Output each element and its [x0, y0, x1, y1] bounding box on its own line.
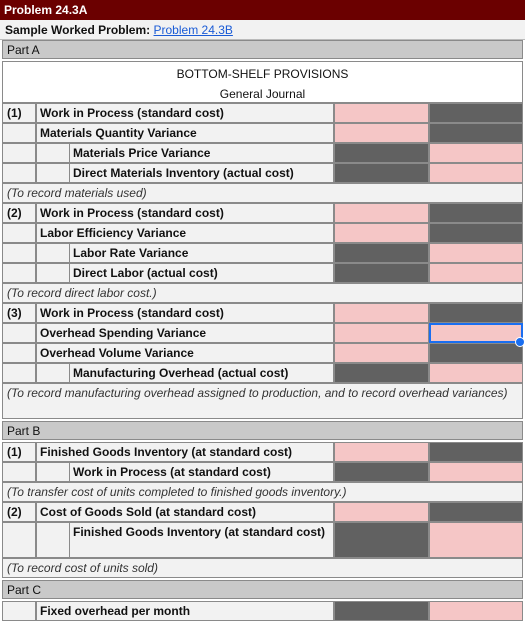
account-cell: [36, 123, 334, 143]
sample-problem-label: Sample Worked Problem:: [5, 23, 151, 37]
credit-cell-locked: [429, 223, 523, 243]
entry-number-blank: [2, 123, 36, 143]
account-name: Cost of Goods Sold (at standard cost): [40, 505, 257, 519]
fixed-overhead-label: Fixed overhead per month: [40, 604, 191, 618]
account-name: Overhead Spending Variance: [40, 326, 207, 340]
entry-number-blank: [2, 462, 36, 482]
account-name: Work in Process (standard cost): [40, 306, 224, 320]
account-name: Work in Process (standard cost): [40, 106, 224, 120]
account-cell: [36, 103, 334, 123]
debit-cell-locked: [334, 243, 429, 263]
entry-number: (3): [2, 303, 36, 323]
account-cell: [36, 442, 334, 462]
journal-row: [2, 462, 523, 482]
entry-number-blank: [2, 363, 36, 383]
account-name: Direct Materials Inventory (actual cost): [69, 164, 333, 182]
debit-cell-locked: [334, 143, 429, 163]
debit-cell-locked: [334, 462, 429, 482]
entry-number-blank: [2, 163, 36, 183]
sample-problem-line: [0, 20, 525, 40]
journal-row: [2, 303, 523, 323]
credit-input[interactable]: [429, 263, 523, 283]
journal-row: [2, 163, 523, 183]
journal-row: [2, 243, 523, 263]
credit-cell-locked: [429, 103, 523, 123]
journal-row: [2, 103, 523, 123]
problem-title: Problem 24.3A: [0, 0, 525, 20]
selection-fill-handle[interactable]: [515, 337, 525, 347]
account-name: Labor Rate Variance: [69, 244, 333, 262]
account-cell: [36, 323, 334, 343]
debit-cell-locked: [334, 522, 429, 558]
entry-number-blank: [2, 263, 36, 283]
section-part-a: Part A: [2, 40, 523, 59]
entry-note: (To record direct labor cost.): [2, 283, 523, 303]
journal-row: [2, 263, 523, 283]
entry-number: (1): [2, 442, 36, 462]
credit-input[interactable]: [429, 143, 523, 163]
debit-input[interactable]: [334, 502, 429, 522]
credit-cell-locked: [429, 203, 523, 223]
account-name: Work in Process (standard cost): [40, 206, 224, 220]
credit-cell-locked: [429, 303, 523, 323]
account-cell: [36, 363, 334, 383]
debit-cell-locked: [334, 263, 429, 283]
fixed-overhead-input[interactable]: [429, 601, 523, 621]
credit-input[interactable]: [429, 243, 523, 263]
section-part-c: Part C: [2, 580, 523, 599]
account-name: Direct Labor (actual cost): [69, 264, 333, 282]
account-name: Finished Goods Inventory (at standard cost): [40, 445, 293, 459]
entry-note: (To record manufacturing overhead assigned to production, and to record overhead variances): [2, 383, 523, 419]
credit-input[interactable]: [429, 522, 523, 558]
account-cell: [36, 462, 334, 482]
journal-row: [2, 323, 523, 343]
entry-note: (To transfer cost of units completed to finished goods inventory.): [2, 482, 523, 502]
entry-number: (1): [2, 103, 36, 123]
account-cell: [36, 343, 334, 363]
journal-header: [2, 61, 523, 103]
entry-number: (2): [2, 203, 36, 223]
debit-input[interactable]: [334, 442, 429, 462]
journal-title: General Journal: [219, 87, 306, 101]
account-name: Overhead Volume Variance: [40, 346, 194, 360]
account-name: Work in Process (at standard cost): [69, 463, 333, 481]
journal-row: [2, 203, 523, 223]
debit-cell-locked: [334, 163, 429, 183]
account-cell: [36, 163, 334, 183]
account-name: Materials Price Variance: [69, 144, 333, 162]
journal-row: [2, 223, 523, 243]
credit-cell-locked: [429, 343, 523, 363]
row-number-blank: [2, 601, 36, 621]
journal-row: [2, 522, 523, 558]
journal-row: [2, 123, 523, 143]
debit-input[interactable]: [334, 343, 429, 363]
journal-row: [2, 442, 523, 462]
account-cell: [36, 502, 334, 522]
credit-cell-locked: [429, 123, 523, 143]
journal-row: [2, 502, 523, 522]
journal-row: [2, 601, 523, 621]
credit-input[interactable]: [429, 462, 523, 482]
entry-number-blank: [2, 343, 36, 363]
account-name: Manufacturing Overhead (actual cost): [69, 364, 333, 382]
sample-problem-link[interactable]: Problem 24.3B: [153, 23, 233, 37]
entry-note: (To record cost of units sold): [2, 558, 523, 578]
entry-number-blank: [2, 522, 36, 558]
account-cell: [36, 522, 334, 558]
journal-row: [2, 143, 523, 163]
entry-number-blank: [2, 323, 36, 343]
credit-input[interactable]: [429, 163, 523, 183]
account-cell: [36, 223, 334, 243]
account-cell: [36, 203, 334, 223]
account-name: Materials Quantity Variance: [40, 126, 197, 140]
debit-input[interactable]: [334, 303, 429, 323]
credit-cell-locked: [429, 442, 523, 462]
entry-note: (To record materials used): [2, 183, 523, 203]
debit-cell-locked: [334, 363, 429, 383]
entry-number: (2): [2, 502, 36, 522]
credit-cell-locked: [429, 502, 523, 522]
label-cell: [36, 601, 334, 621]
account-cell: [36, 303, 334, 323]
credit-input-selected[interactable]: [429, 323, 523, 343]
account-cell: [36, 263, 334, 283]
debit-input[interactable]: [334, 323, 429, 343]
entry-number-blank: [2, 223, 36, 243]
entry-number-blank: [2, 243, 36, 263]
account-name: Labor Efficiency Variance: [40, 226, 187, 240]
credit-input[interactable]: [429, 363, 523, 383]
company-name: BOTTOM-SHELF PROVISIONS: [176, 67, 349, 81]
entry-number-blank: [2, 143, 36, 163]
account-cell: [36, 143, 334, 163]
journal-row: [2, 363, 523, 383]
debit-input[interactable]: [334, 123, 429, 143]
debit-input[interactable]: [334, 223, 429, 243]
account-cell: [36, 243, 334, 263]
account-name: Finished Goods Inventory (at standard cost): [69, 523, 333, 557]
journal-row: [2, 343, 523, 363]
section-part-b: Part B: [2, 421, 523, 440]
locked-cell: [334, 601, 429, 621]
debit-input[interactable]: [334, 203, 429, 223]
debit-input[interactable]: [334, 103, 429, 123]
